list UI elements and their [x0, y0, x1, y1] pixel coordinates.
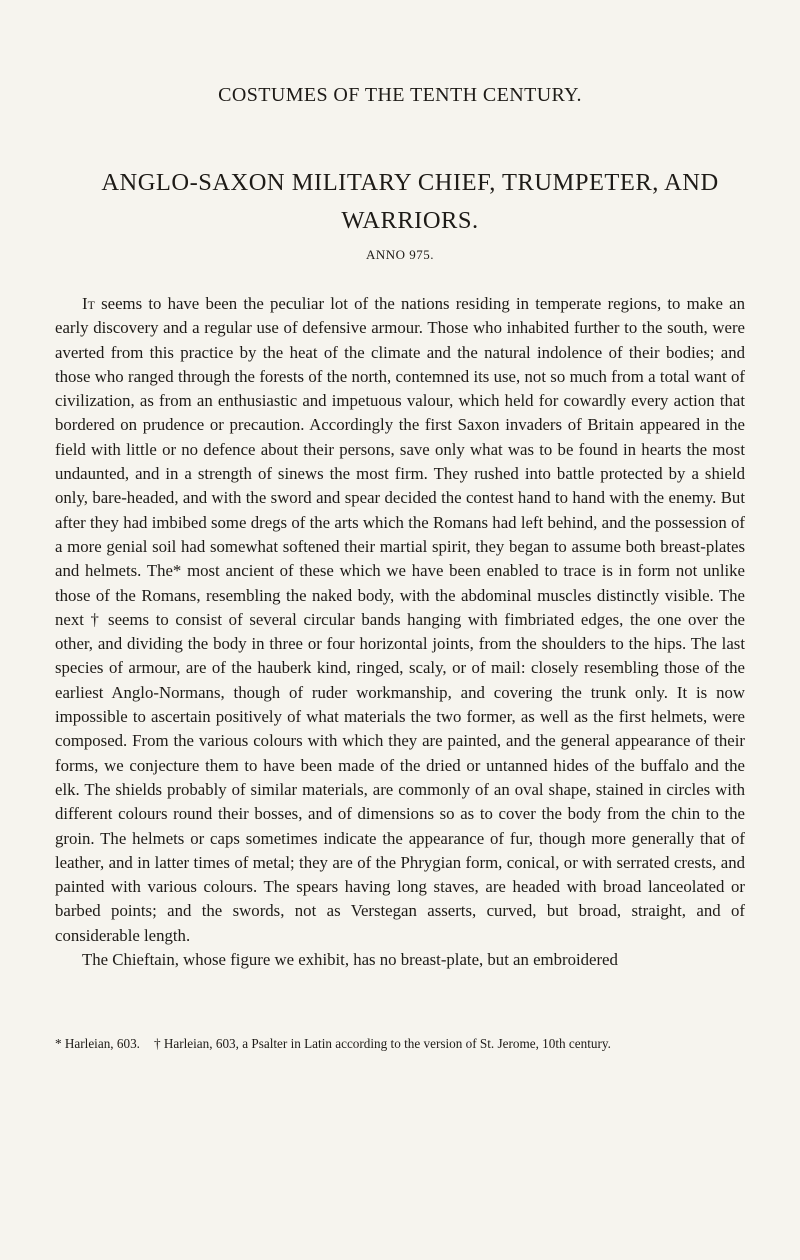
running-head: COSTUMES OF THE TENTH CENTURY.: [218, 84, 582, 106]
first-word: It: [82, 294, 95, 313]
footnote-star: * Harleian, 603.: [55, 1036, 140, 1051]
footnotes: [55, 1035, 755, 1053]
page-title: ANGLO-SAXON MILITARY CHIEF, TRUMPETER, AND WARRIORS.: [101, 169, 719, 234]
anno-date: ANNO 975.: [365, 247, 435, 262]
paragraph-1: [55, 292, 745, 948]
paragraph-1-text: seems to have been the peculiar lot of the nations residing in temperate regions, to make an early discovery and a regular use of defensive armour. Those who inhabited further to the south, were averted from this practice by the heat of the climate and the natural indolence of their bodies; and those who ranged through the forests of the north, contemned its use, not so much from a total want of civilization, as from an enthusiastic and impetuous valour, which held for cowardly every action that bordered on prudence or precaution. Accordingly the first Saxon invaders of Britain appeared in the field with little or no defence about their persons, save only what was to be found in hearts the most undaunted, and in a strength of sinews the most firm. They rushed into battle protected by a shield only, bare-headed, and with the sword and spear decided the contest hand to hand with the enemy. But after they had imbibed some dregs of the arts which the Romans had left behind, and the possession of a more genial soil had somewhat softened their martial spirit, they began to assume both breast-plates and helmets. The* most ancient of these which we have been enabled to trace is in form not unlike those of the Romans, resembling the naked body, with the abdominal muscles distinctly visible. The next † seems to consist of several circular bands hanging with fimbriated edges, the one over the other, and dividing the body in three or four horizontal joints, from the shoulders to the hips. The last species of armour, are of the hauberk kind, ringed, scaly, or of mail: closely resembling those of the earliest Anglo-Normans, though of ruder workmanship, and covering the trunk only. It is now impossible to ascertain positively of what materials the two former, as well as the first helmets, were composed. From the various colours with which they are painted, and the general appearance of their forms, we conjecture them to have been made of the dried or untanned hides of the buffalo and the elk. The shields probably of similar materials, are commonly of an oval shape, stained in circles with different colours round their bosses, and of dimensions so as to cover the body from the chin to the groin. The helmets or caps sometimes indicate the appearance of fur, though more generally that of leather, and in latter times of metal; they are of the Phrygian form, conical, or with serrated crests, and painted with various colours. The spears having long staves, are headed with broad lanceolated or barbed points; and the swords, not as Verstegan asserts, curved, but broad, straight, and of considerable length.: [55, 294, 745, 945]
paragraph-2: The Chieftain, whose figure we exhibit, has no breast-plate, but an embroidered: [82, 950, 618, 970]
footnote-dagger: † Harleian, 603, a Psalter in Latin according to the version of St. Jerome, 10th century.: [153, 1036, 611, 1051]
body-text: [55, 292, 745, 972]
